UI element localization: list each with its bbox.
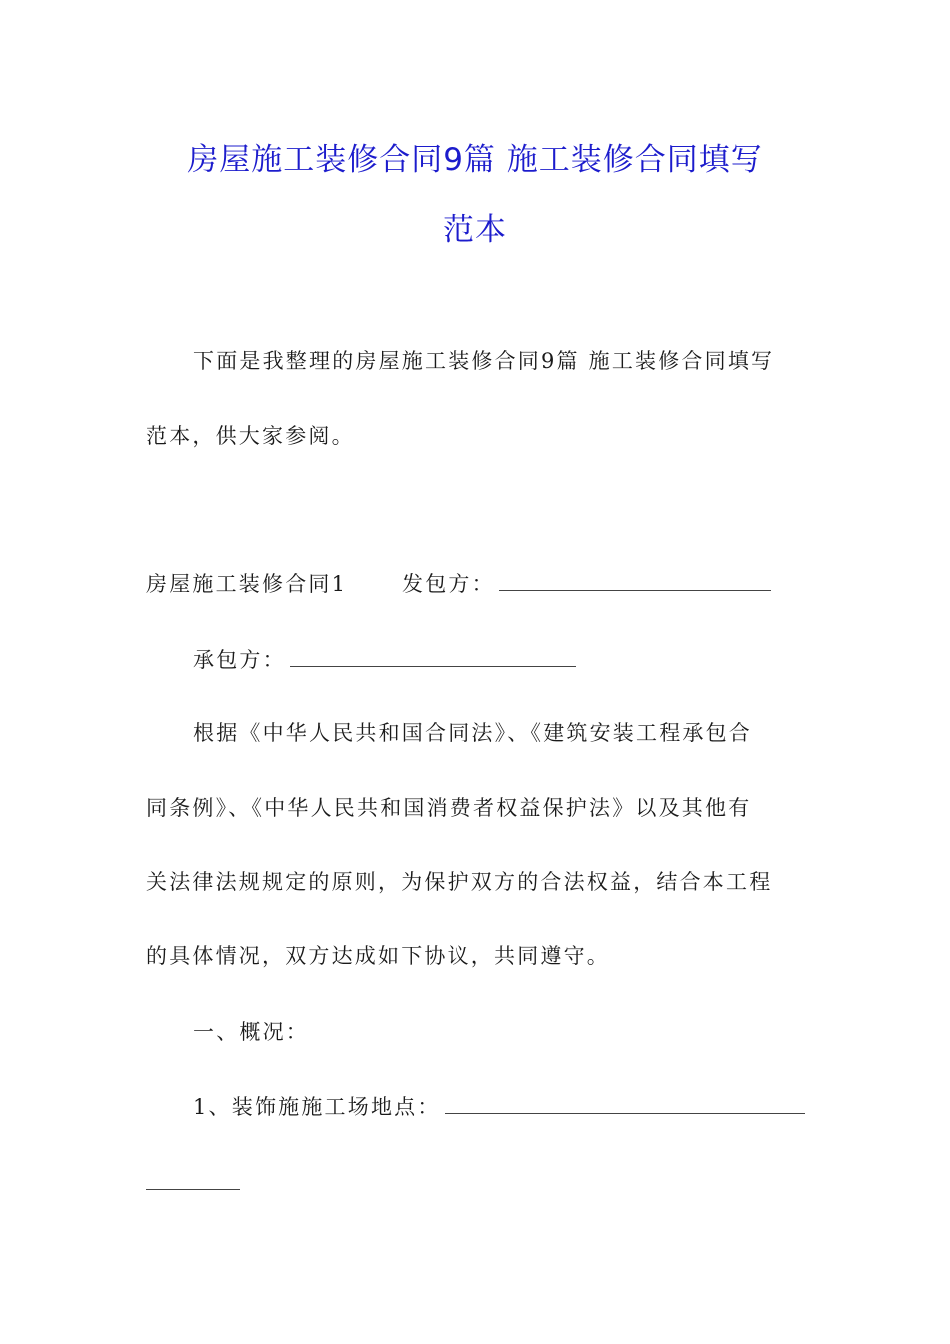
basis-line3: 关法律法规规定的原则，为保护双方的合法权益，结合本工程: [146, 870, 773, 894]
document-title-line1: 房屋施工装修合同9篇 施工装修合同填写: [187, 142, 763, 178]
contract-heading: 房屋施工装修合同1: [146, 572, 348, 596]
basis-line4: 的具体情况，双方达成如下协议，共同遵守。: [146, 944, 610, 968]
party-a-row: [402, 569, 771, 599]
intro-line2: 范本，供大家参阅。: [146, 424, 355, 448]
document-title-line2: 范本: [443, 212, 507, 248]
basis-line1: 根据《中华人民共和国合同法》、《建筑安装工程承包合: [193, 721, 752, 745]
intro-line1: 下面是我整理的房屋施工装修合同9篇 施工装修合同填写: [193, 349, 775, 373]
section1-heading: 一、概况：: [193, 1020, 309, 1044]
item1-blank-continuation: [146, 1188, 240, 1190]
party-b-row: [193, 645, 576, 675]
party-a-label: 发包方：: [402, 572, 495, 596]
party-b-label: 承包方：: [193, 648, 286, 672]
party-a-blank: [499, 570, 771, 591]
basis-line2: 同条例》、《中华人民共和国消费者权益保护法》以及其他有: [146, 796, 752, 820]
item1-label: 1、装饰施施工场地点：: [193, 1095, 441, 1119]
party-b-blank: [290, 646, 576, 667]
item1-row: [193, 1092, 805, 1122]
item1-blank: [445, 1093, 805, 1114]
